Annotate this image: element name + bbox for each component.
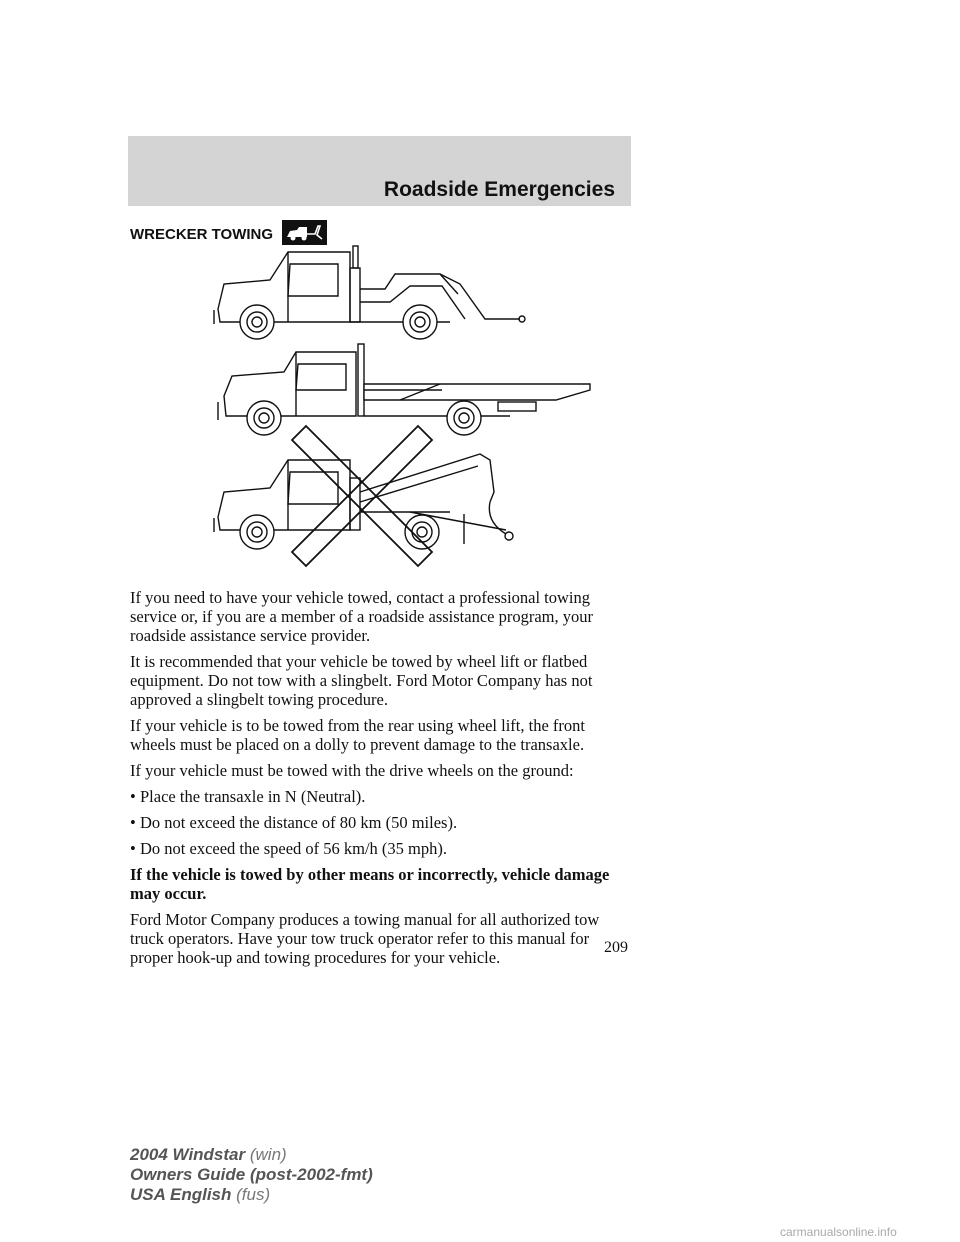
list-item-text: Do not exceed the speed of 56 km/h (35 mph). — [140, 839, 448, 858]
slingbelt-truck-crossed-illustration — [214, 426, 513, 566]
footer-line-model — [130, 1145, 373, 1165]
footer-guide: Owners Guide (post-2002-fmt) — [130, 1165, 373, 1184]
warning-text: If the vehicle is towed by other means or incorrectly, vehicle damage may occur. — [130, 865, 610, 903]
wheel-lift-truck-illustration — [214, 246, 525, 339]
watermark: carmanualsonline.info — [780, 1225, 897, 1239]
tow-truck-icon — [282, 220, 327, 245]
paragraph-towing-manual: Ford Motor Company produces a towing manual for all authorized tow truck operators. Have your tow truck operator refer to this manual for proper hook-up and towing procedures for your vehicle. — [130, 910, 600, 967]
towing-illustrations — [210, 244, 600, 584]
footer-model-code: (win) — [249, 1145, 287, 1164]
list-item — [130, 787, 630, 806]
bullet-icon: • — [130, 787, 136, 806]
paragraph-rear-tow: If your vehicle is to be towed from the rear using wheel lift, the front wheels must be placed on a dolly to prevent damage to the transaxle. — [130, 716, 585, 754]
footer-line-language — [130, 1185, 373, 1205]
paragraph-drive-wheels: If your vehicle must be towed with the drive wheels on the ground: — [130, 761, 574, 780]
list-item-text: Do not exceed the distance of 80 km (50 miles). — [140, 813, 458, 832]
bullet-icon: • — [130, 839, 136, 858]
bullet-icon: • — [130, 813, 136, 832]
paragraph-recommended-equipment: It is recommended that your vehicle be towed by wheel lift or flatbed equipment. Do not tow with a slingbelt. Ford Motor Company has not approved a slingbelt towing procedure. — [130, 652, 593, 709]
flatbed-truck-illustration — [218, 344, 590, 435]
list-item — [130, 813, 630, 832]
header-band — [128, 136, 631, 206]
section-header-title: Roadside Emergencies — [383, 178, 615, 201]
footer-language-code: (fus) — [236, 1185, 271, 1204]
paragraph-contact-towing: If you need to have your vehicle towed, contact a professional towing service or, if you are a member of a roadside assistance program, your roadside assistance service provider. — [130, 588, 593, 645]
footer-model: 2004 Windstar — [130, 1145, 246, 1164]
footer-language: USA English — [130, 1185, 232, 1204]
list-item — [130, 839, 630, 858]
page-title: WRECKER TOWING — [130, 226, 274, 243]
footer-line-guide — [130, 1165, 373, 1185]
list-item-text: Place the transaxle in N (Neutral). — [140, 787, 366, 806]
body-text — [130, 588, 630, 974]
document-footer — [130, 1145, 373, 1205]
page-number: 209 — [604, 939, 628, 956]
